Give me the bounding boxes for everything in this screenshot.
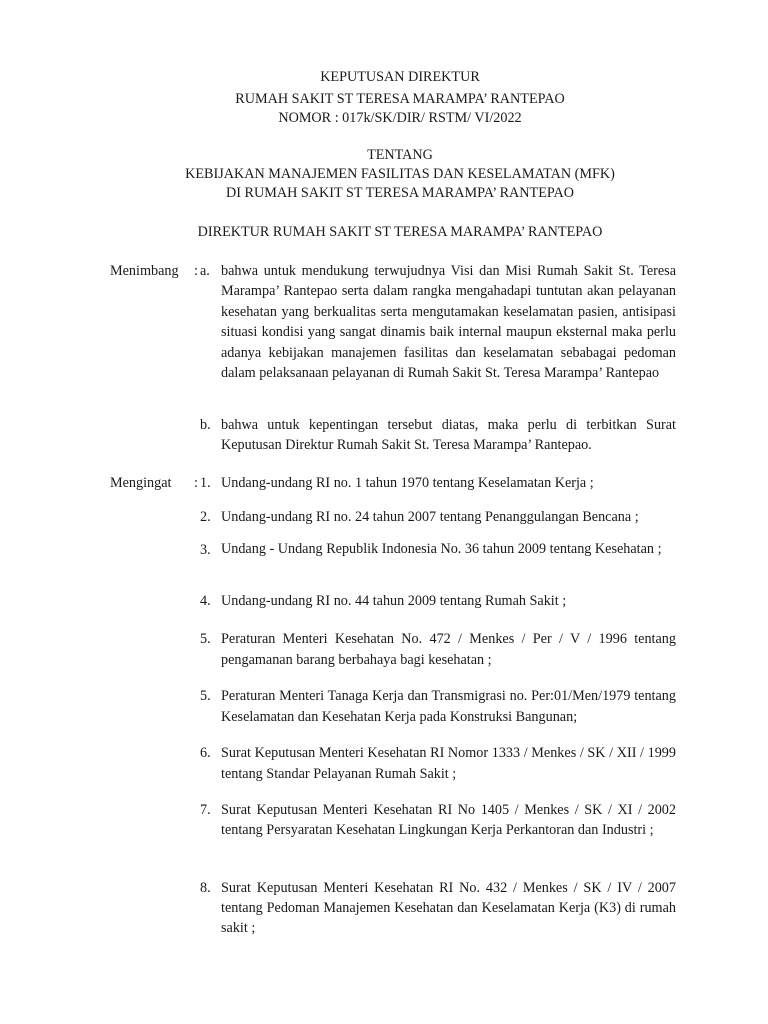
issuer-title: DIREKTUR RUMAH SAKIT ST TERESA MARAMPA’ RANTEPAO	[197, 224, 603, 240]
mengingat-item-text: Undang - Undang Republik Indonesia No. 36 tahun 2009 tentang Kesehatan ;	[221, 541, 662, 557]
mengingat-item-number: 7.	[200, 802, 211, 818]
mengingat-item	[221, 800, 676, 840]
mengingat-item-text: Surat Keputusan Menteri Kesehatan RI Nomor 1333 / Menkes / SK / XII / 1999 tentang Standar Pelayanan Rumah Sakit ;	[221, 745, 676, 782]
mengingat-item-text: Undang-undang RI no. 24 tahun 2007 tentang Penanggulangan Bencana ;	[221, 509, 639, 525]
mengingat-item	[221, 878, 676, 938]
mengingat-item-text: Peraturan Menteri Tanaga Kerja dan Transmigrasi no. Per:01/Men/1979 tentang Keselamatan dan Kesehatan Kerja pada Konstruksi Bangunan;	[221, 688, 676, 725]
mengingat-item-number: 6.	[200, 745, 211, 761]
mengingat-item-text: Peraturan Menteri Kesehatan No. 472 / Menkes / Per / V / 1996 tentang pengamanan barang berbahaya bagi kesehatan ;	[221, 631, 676, 668]
mengingat-item-number: 5.	[200, 631, 211, 647]
menimbang-label: Menimbang	[110, 263, 179, 279]
menimbang-item-text: bahwa untuk mendukung terwujudnya Visi dan Misi Rumah Sakit St. Teresa Marampa’ Rantepao serta dalam rangka mengahadapi tuntutan akan pelayanan kesehatan yang berkualitas serta mengutamakan keselamatan pasien, antisipasi situasi kondisi yang sangat dinamis baik internal maupun eksternal maka perlu adanya kebijakan manajemen fasilitas dan keselamatan sebabagai pedoman dalam pelaksanaan pelayanan di Rumah Sakit St. Teresa Marampa’ Rantepao	[221, 263, 676, 382]
doc-heading: KEPUTUSAN DIREKTUR	[320, 69, 480, 85]
mengingat-item	[221, 686, 676, 728]
mengingat-colon: :	[194, 475, 198, 491]
mengingat-item-number: 4.	[200, 593, 211, 609]
mengingat-item	[221, 507, 676, 527]
menimbang-item-number: a.	[200, 263, 210, 279]
subject-line-1: KEBIJAKAN MANAJEMEN FASILITAS DAN KESELAMATAN (MFK)	[185, 166, 615, 182]
mengingat-item	[221, 743, 676, 785]
menimbang-item-text: bahwa untuk kepentingan tersebut diatas, maka perlu di terbitkan Surat Keputusan Direktur Rumah Sakit St. Teresa Marampa’ Rantepao.	[221, 417, 676, 453]
mengingat-item-number: 3.	[200, 542, 211, 558]
mengingat-item-text: Undang-undang RI no. 44 tahun 2009 tentang Rumah Sakit ;	[221, 593, 567, 609]
mengingat-item	[221, 540, 676, 558]
menimbang-colon: :	[194, 263, 198, 279]
mengingat-item-number: 5.	[200, 688, 211, 704]
mengingat-item-number: 8.	[200, 880, 211, 896]
mengingat-item	[221, 473, 676, 493]
subject-heading: TENTANG	[367, 147, 433, 163]
menimbang-item-number: b.	[200, 417, 211, 433]
decree-number: NOMOR : 017k/SK/DIR/ RSTM/ VI/2022	[278, 110, 522, 126]
mengingat-label: Mengingat	[110, 475, 172, 491]
menimbang-item	[221, 261, 676, 383]
mengingat-item-text: Undang-undang RI no. 1 tahun 1970 tentang Keselamatan Kerja ;	[221, 475, 594, 491]
mengingat-item-text: Surat Keputusan Menteri Kesehatan RI No. 432 / Menkes / SK / IV / 2007 tentang Pedoman Manajemen Kesehatan dan Keselamatan Kerja (K3) di rumah sakit ;	[221, 880, 676, 936]
mengingat-item-number: 1.	[200, 475, 211, 491]
mengingat-item	[221, 591, 676, 611]
hospital-name: RUMAH SAKIT ST TERESA MARAMPA’ RANTEPAO	[235, 91, 565, 107]
mengingat-item-number: 2.	[200, 509, 211, 525]
menimbang-item	[221, 415, 676, 455]
mengingat-item-text: Surat Keputusan Menteri Kesehatan RI No 1405 / Menkes / SK / XI / 2002 tentang Persyaratan Kesehatan Lingkungan Kerja Perkantoran dan Industri ;	[221, 802, 676, 838]
mengingat-item	[221, 629, 676, 671]
subject-line-2: DI RUMAH SAKIT ST TERESA MARAMPA’ RANTEPAO	[226, 185, 574, 201]
